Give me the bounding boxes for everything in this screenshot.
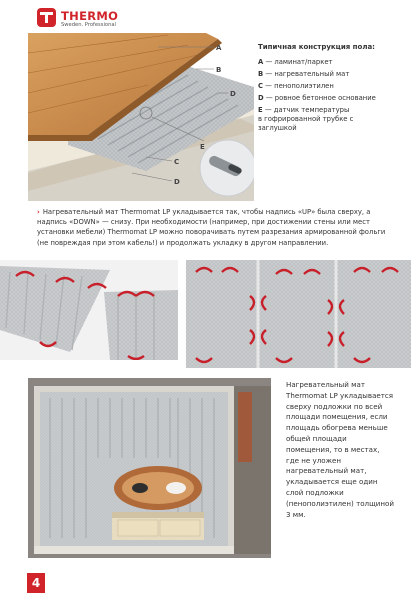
diagram-label-c: C [174,158,180,166]
floor-construction-diagram [28,33,254,201]
mat-laying-photo-right [186,260,411,368]
instruction-paragraph [37,207,389,248]
room-plan-image [28,378,271,558]
thermo-logo-icon [37,8,56,27]
diagram-label-b: B [216,66,222,74]
legend-text: — нагревательный мат [265,70,350,78]
legend-text: — ламинат/паркет [265,58,333,66]
brand-logo [37,8,129,32]
legend-item-e [258,106,354,132]
diagram-label-d2: D [230,90,236,98]
legend-key: B [258,70,264,78]
legend-key: E [258,106,263,114]
legend-text: — пенополиэтилен [265,82,334,90]
instruction-text: Нагревательный мат Thermomat LP укладывается так, чтобы надпись «UP» была сверху, а надпись «DOWN» — снизу. При необходимости (например, при достижении стены или мест установки мебели) Thermomat LP можно поворачивать путем разрезания армированной фольги (не повреждая при этом кабель!) и продолжать укладку в другом направлении. [37,208,386,247]
construction-title: Типичная конструкция пола: [258,43,375,51]
diagram-label-e: E [200,143,205,151]
diagram-label-a: A [216,44,222,52]
legend-item-b [258,70,408,79]
legend-text: — датчик температуры в гофрированной трубке с заглушкой [258,106,354,132]
brand-name: THERMO [61,9,119,23]
legend-key: A [258,58,264,66]
legend-text: — ровное бетонное основание [265,94,376,102]
legend-key: C [258,82,263,90]
diagram-label-d: D [174,178,180,186]
legend-key: D [258,94,264,102]
page-number: 4 [27,573,45,593]
side-note: Нагревательный мат Thermomat LP укладывается сверху подложки по всей площади помещения, если площадь обогрева меньше общей площади помещения, то в местах, где не уложен нагревательный мат, укладывается еще один слой подложки (пенополиэтилен) толщиной 3 мм. [286,380,394,519]
arrow-icon: › [37,208,40,216]
brand-tagline: Sweden. Professional [61,22,116,28]
legend-item-c [258,82,408,91]
legend-item-d [258,94,408,103]
mat-laying-photo-left [0,260,178,360]
legend-item-a [258,58,408,67]
